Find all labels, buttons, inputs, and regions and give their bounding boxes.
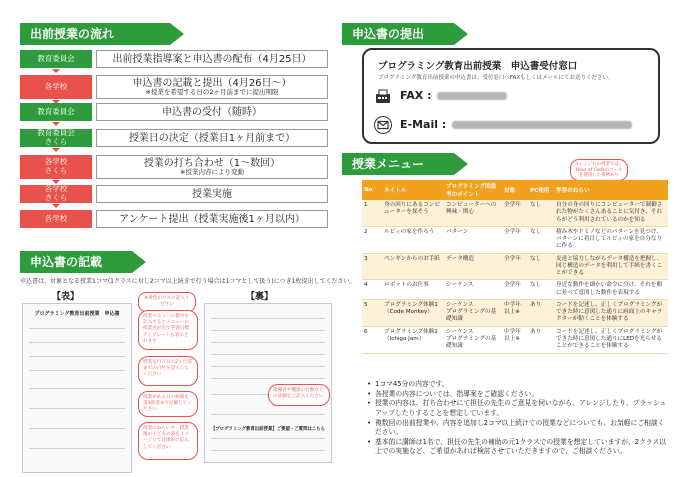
col-pc: PC使用 [528, 180, 554, 200]
menu-table [362, 180, 668, 354]
flow-step-body [96, 155, 328, 179]
flow-step-note: ※授業内容により変動 [180, 167, 244, 176]
flow-step-body [96, 210, 328, 228]
submit-title: 申込書の提出 [352, 27, 425, 41]
menu-note: • 複数回の出前授業や、内容を追加し2コマ以上続けての授業などについても、お気軽にご相談ください。 [366, 419, 670, 438]
flow-step-body [96, 50, 328, 68]
back-sheet-title: 【プログラミング教育出前授業】ご要望・ご質問はこちら [210, 427, 326, 432]
flow-step [20, 155, 328, 179]
menu-row [362, 326, 668, 353]
flow-step-actor: 各学校 さくら [20, 155, 92, 179]
flow-step [20, 103, 328, 121]
flow-arrow [52, 69, 60, 73]
menu-cell-point: シーケンス プログラミングの基礎知識 [444, 326, 502, 353]
flow-step-body [96, 75, 328, 99]
menu-note: • 各授業の内容については、指導案をご確認ください。 [366, 390, 670, 400]
flow-step [20, 210, 328, 228]
menu-cell-title: ペンギンからのお手紙 [382, 253, 444, 280]
menu-cell-pc: あり [528, 299, 554, 326]
menu-cell-title: プログラミング体験1（Code Monkey） [382, 299, 444, 326]
flow-step-actor: 各学校 [20, 75, 92, 99]
menu-cell-point: パターン [444, 226, 502, 253]
flow-step-text: 授業実施 [192, 188, 232, 200]
front-sheet-title: プログラミング教育出前授業 申込書 [34, 311, 120, 317]
menu-row [362, 226, 668, 253]
front-label: 【表】 [52, 292, 80, 302]
menu-cell-no: 6 [362, 326, 382, 353]
callout-details: 指導者や機器の台数などの詳細をご記入ください [268, 384, 330, 406]
flow-step [20, 50, 328, 68]
menu-notes [366, 380, 670, 457]
menu-cell-no: 5 [362, 299, 382, 326]
menu-cell-aim: 積み木やドミノなどのパターンを見つけ、パターンに着目してルビィの家を自分なりに作る [554, 226, 668, 253]
flow-step-actor: 教育委員会 [20, 50, 92, 68]
menu-cell-target: 全学年 [502, 226, 528, 253]
flow-step [20, 185, 328, 203]
form-title: 申込書の記載 [30, 255, 103, 269]
menu-cell-point: シーケンス プログラミングの基礎知識 [444, 299, 502, 326]
callout-deadline: 授業を行う日の2ヶ月前までの日付を記入してください [138, 356, 198, 386]
menu-cell-no: 2 [362, 226, 382, 253]
back-sheet [204, 303, 332, 463]
menu-cell-target: 全学年 [502, 200, 528, 226]
back-label: 【裏】 [246, 292, 274, 302]
menu-row [362, 299, 668, 326]
contact-subtitle: プログラミング教育出前授業の申込書は、受付窓口へFAXもしくはメールにてお送りください。 [378, 75, 614, 81]
fax-label: FAX : [400, 89, 432, 102]
menu-cell-title: ルビィの家を作ろう [382, 226, 444, 253]
menu-row [362, 253, 668, 280]
menu-cell-point: データ構造 [444, 253, 502, 280]
menu-cell-aim: コードを記述し、正しくプログラミングができた時に意図した通りにLEDを光らせることができることを体験する [554, 326, 668, 353]
col-target: 対象 [502, 180, 528, 200]
menu-body [362, 200, 668, 353]
menu-cell-no: 3 [362, 253, 382, 280]
callout-candidates: 授業がある日の候補を第3希望まで記載してください [138, 391, 198, 417]
form-banner [20, 251, 132, 273]
flow-step-text: アンケート提出（授業実施後1ヶ月以内） [119, 213, 305, 225]
menu-cell-target: 全学年 [502, 280, 528, 300]
contact-box [362, 48, 660, 144]
menu-cell-pc: あり [528, 326, 554, 353]
menu-cell-target: 全学年 [502, 253, 528, 280]
flow-step-text: 授業の打ち合わせ（1～数回） [143, 157, 281, 169]
flow-step [20, 129, 328, 147]
front-sheet [22, 303, 132, 473]
flow-step-text: 出前授業指導案と申込書の配布（4月25日） [112, 53, 312, 65]
flow-arrow [52, 148, 60, 152]
flow-step-note: ※授業を希望する日の2ヶ月前までに提出期限 [145, 87, 279, 96]
menu-header-row [362, 180, 668, 200]
col-aim: 学習のねらい [554, 180, 668, 200]
menu-cell-point: シーケンス [444, 280, 502, 300]
flow-step-body [96, 185, 328, 203]
menu-note: • 1コマ45分の内容です。 [366, 380, 670, 390]
mail-address-redacted [452, 121, 632, 129]
callout-menu-number: 授業メニューの番号を記入するとメニューの授業名が出て学習目標テンプレートも表示されます [138, 310, 198, 350]
menu-cell-title: プログラミング体験2（Ichigo Jam） [382, 326, 444, 353]
flow-step-text: 申込書の受付（随時） [162, 106, 262, 118]
menu-cell-title: 身の回りにあるコンピューターを探そう [382, 200, 444, 226]
menu-banner [342, 153, 454, 175]
menu-cell-pc: なし [528, 226, 554, 253]
menu-row [362, 280, 668, 300]
menu-cell-pc: なし [528, 253, 554, 280]
menu-cell-no: 1 [362, 200, 382, 226]
menu-cell-pc: なし [528, 200, 554, 226]
menu-cell-point: コンピューターへの興味・関心 [444, 200, 502, 226]
flow-step-actor: 各学校 さくら [20, 185, 92, 203]
flow-step-text: 授業日の決定（授業日1ヶ月前まで） [128, 132, 296, 144]
menu-cell-target: 中学年以上※ [502, 299, 528, 326]
mail-label: E-Mail : [400, 118, 447, 131]
menu-cell-title: ロボットのお仕事 [382, 280, 444, 300]
menu-cell-aim: 自分の身の回りにコンピューターで制御された物がたくさんあることに気付き、それらがどう利用されているのかを知る [554, 200, 668, 226]
menu-cell-aim: 身近な動作を細かい命令に分け、それを順に並べて意図した動作を表現する [554, 280, 668, 300]
flow-step-body [96, 103, 328, 121]
mail-line [400, 118, 632, 131]
flow-arrow [52, 122, 60, 126]
flow-step [20, 75, 328, 99]
flow-step-actor: 各学校 [20, 210, 92, 228]
mail-icon [374, 116, 392, 134]
menu-note: • 基本的に講師は1名で、担任の先生の補助の元1クラスでの授業を想定していますが、2クラス以上での実施など、ご希望があれば検討させていただきますので、ご相談ください。 [366, 438, 670, 457]
fax-number-redacted [437, 92, 507, 100]
menu-cell-pc: なし [528, 280, 554, 300]
callout-aims: 授業のねらいや、授業後の子どもの姿をイメージして具体的に記入してください [138, 422, 198, 460]
contact-title: プログラミング教育出前授業 申込書受付窓口 [378, 61, 578, 72]
menu-cell-target: 中学年以上※ [502, 326, 528, 353]
menu-cell-no: 4 [362, 280, 382, 300]
col-title: タイトル [382, 180, 444, 200]
col-point: プログラミング的思考のポイント [444, 180, 502, 200]
flow-arrow [52, 204, 60, 208]
menu-cell-aim: コードを記述し、正しくプログラミングができた時に意図した通りに画面上のキャラクターが動くことを体験する [554, 299, 668, 326]
callout-yellow-cells: ※黄色のセルに記入ください [138, 292, 196, 312]
flow-title: 出前授業の流れ [30, 27, 115, 41]
col-no: No [362, 180, 382, 200]
form-hint: 申込書は、対象となる授業1コマ(1クラスに対し2コマ以上続きで行う場合は1コマとして扱う)につき1枚提出してください。 [20, 278, 356, 285]
flow-step-body [96, 129, 328, 147]
fax-line [400, 89, 507, 102]
menu-title: 授業メニュー [352, 157, 425, 171]
menu-row [362, 200, 668, 226]
flow-step-actor: 教育委員会 [20, 103, 92, 121]
menu-cell-aim: 友達と協力しながらデータ構造を把握し、同じ構造のデータを利用して手紙を書くことができる [554, 253, 668, 280]
submit-banner [342, 23, 454, 45]
orange-row-note: オレンジ行の授業では、Hour of Codeのコースを使用した事例あり [570, 159, 628, 181]
fax-icon [374, 88, 392, 106]
menu-note: • 授業の内容は、打ち合わせにて担任の先生のご意見を伺いながら、アレンジしたり、ブラッシュアップしたりすることを想定しています。 [366, 399, 670, 418]
flow-banner [20, 23, 170, 45]
flow-step-actor: 教育委員会 さくら [20, 129, 92, 147]
flow-step-text: 申込書の記載と提出（4月26日～） [132, 77, 292, 89]
